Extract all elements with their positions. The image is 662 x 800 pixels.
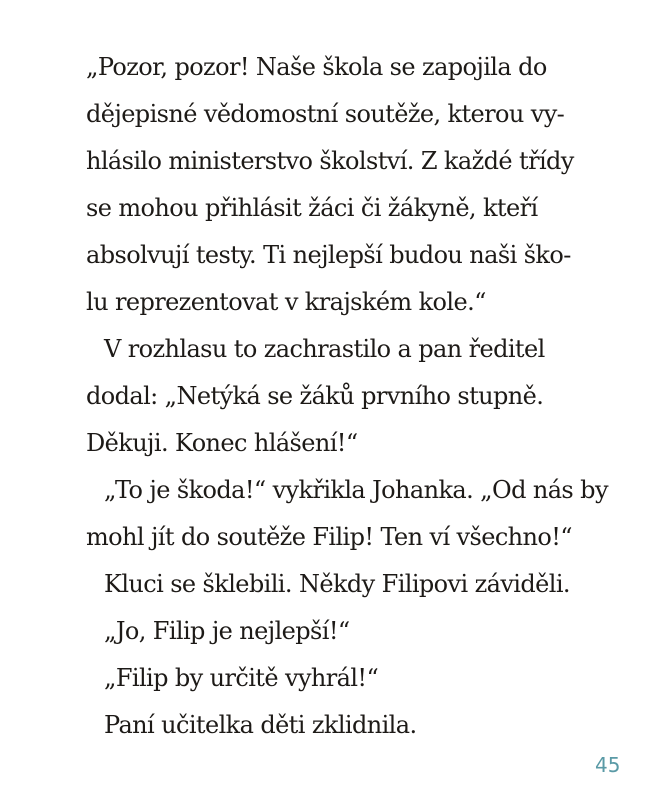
text-line: lu reprezentovat v krajském kole.“ [86,288,486,316]
text-line: dějepisné vědomostní soutěže, kterou vy- [86,100,565,128]
text-line: Děkuji. Konec hlášení!“ [86,429,358,457]
text-line: V rozhlasu to zachrastilo a pan ředitel [104,335,545,363]
page-number: 45 [595,753,621,777]
text-line: „Pozor, pozor! Naše škola se zapojila do [86,53,547,81]
text-line: Kluci se šklebili. Někdy Filipovi záviděli. [104,570,570,598]
text-line: mohl jít do soutěže Filip! Ten ví všechno!“ [86,523,572,551]
text-line: „Jo, Filip je nejlepší!“ [104,617,350,645]
text-line: „To je škoda!“ vykřikla Johanka. „Od nás by [104,476,608,504]
text-line: absolvují testy. Ti nejlepší budou naši ško- [86,241,571,269]
text-line: „Filip by určitě vyhrál!“ [104,664,379,692]
text-line: hlásilo ministerstvo školství. Z každé třídy [86,147,574,175]
text-line: Paní učitelka děti zklidnila. [104,711,417,739]
text-line: dodal: „Netýká se žáků prvního stupně. [86,382,544,410]
text-line: se mohou přihlásit žáci či žákyně, kteří [86,194,538,222]
